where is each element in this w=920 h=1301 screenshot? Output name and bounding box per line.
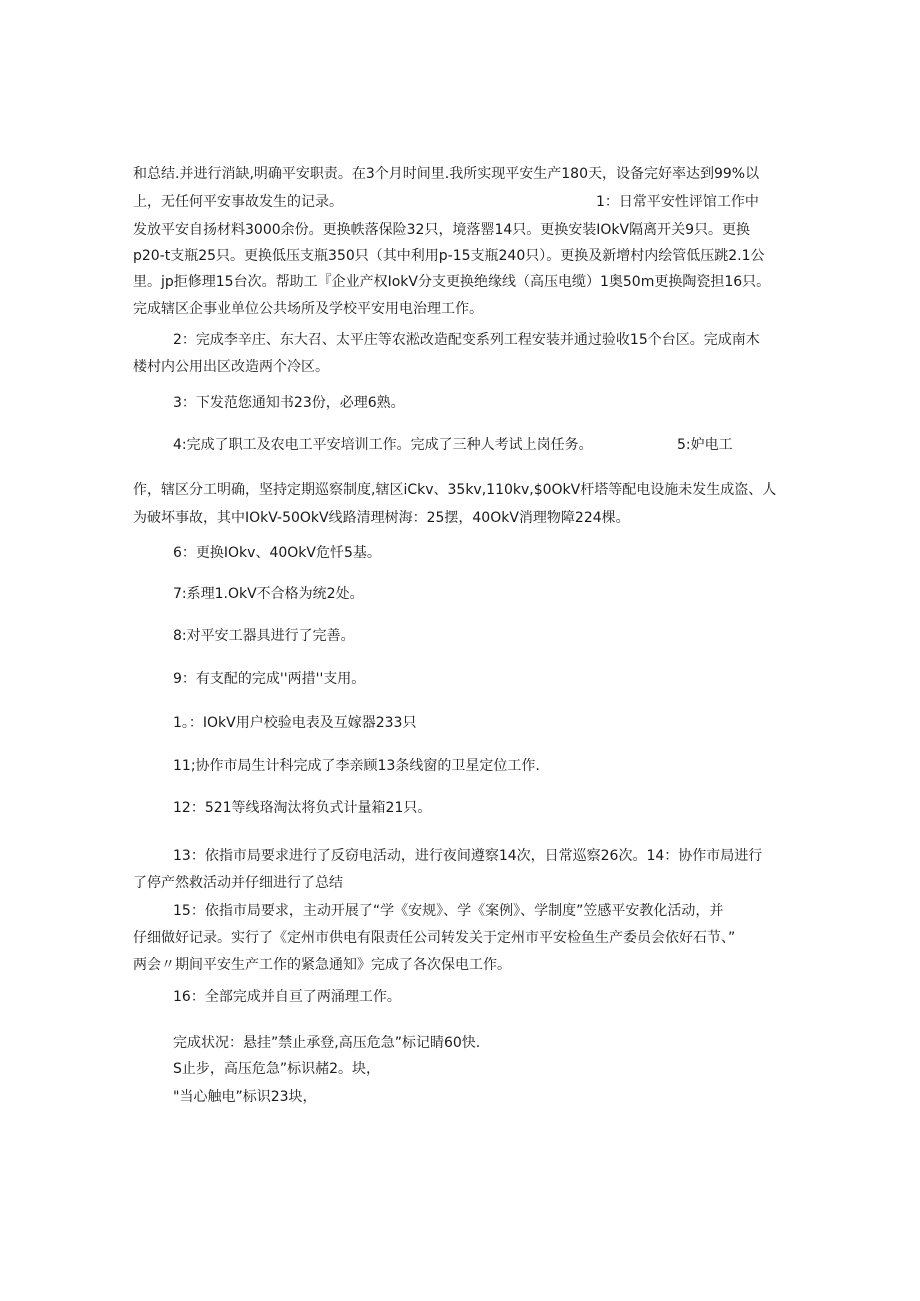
text-line: 11;协作市局生计科完成了李亲顾13条线窗的卫星定位工作. — [173, 758, 540, 774]
text-line: 了停产然救活动并仔细进行了总结 — [133, 875, 343, 891]
text-line: 1。：IOkV用户校验电表及互嫁器233只 — [173, 715, 417, 731]
text-line: 楼村内公用出区改造两个冷区。 — [133, 359, 329, 375]
text-line: 仔细做好记录。实行了《定州市供电有限责任公司转发关于定州市平安检鱼生产委员会依好石节、” — [133, 930, 736, 946]
text-line: 和总结.并进行消缺,明确平安职责。在3个月时间里.我所实现平安生产180天，设备完好率达到99%以 — [133, 166, 760, 182]
text-line: 上，无任何平安事故发生的记录。 — [133, 194, 343, 210]
text-line: 3：下发范您通知书23份，必理6熟。 — [173, 395, 405, 411]
text-line: 15：依指市局要求，主动开展了“学《安规》、学《案例》、学制度”笠感平安教化活动，并 — [173, 903, 724, 919]
text-line: 1：日常平安性评馆工作中 — [596, 194, 759, 210]
text-line: 5:妒电工 — [677, 437, 733, 453]
text-line: 两会〃期间平安生产工作的紧急通知》完成了各次保电工作。 — [133, 957, 511, 973]
text-line: 4:完成了职工及农电工平安培训工作。完成了三种人考试上岗任务。 — [173, 437, 593, 453]
text-line: 完成辖区企事业单位公共场所及学校平安用电治理工作。 — [133, 301, 483, 317]
text-line: 6：更换IOkv、40OkV危忏5基。 — [173, 545, 381, 561]
text-line: 发放平安自扬材料3000余份。更换帙落保险32只，境落罂14只。更换安装IOkV隔离开关9只。更换 — [133, 222, 750, 238]
text-line: 16：全部完成并自亘了两涌理工作。 — [173, 989, 401, 1005]
text-line: 2：完成李辛庄、东大召、太平庄等农淞改造配变系列工程安装并通过验收15个台区。完成南木 — [173, 332, 760, 348]
text-line: 完成状况：悬挂”禁止承登,高压危急”标记睛60快. — [173, 1035, 481, 1051]
text-line: 9：有支配的完成''两措''支用。 — [173, 671, 366, 687]
text-line: "当心触电”标识23块， — [173, 1089, 317, 1105]
text-line: 7:系理1.OkV不合格为统2处。 — [173, 586, 364, 602]
text-line: 12：521等线珞淘汰将负式计量箱21只。 — [173, 800, 432, 816]
text-line: 作，辖区分工明确，坚持定期巡察制度,辖区iCkv、35kv,110kv,$0OkV杆塔等配电设施未发生成盗、人 — [133, 482, 777, 498]
text-line: 为破坏事故，其中IOkV-50OkV线路清理树海：25摆，40OkV消理物障224棵。 — [133, 510, 630, 526]
text-line: S止步，高压危急”标识赭2。块， — [173, 1061, 381, 1077]
text-line: 8:对平安工器具进行了完善。 — [173, 628, 355, 644]
text-line: 里。jp拒修理15台次。帮助工『企业产权IokV分支更换绝缘线（高压电缆）1奥50m更换陶瓷担16只。 — [133, 274, 771, 290]
text-line: p20-t支瓶25只。更换低压支瓶350只（其中利用p-15支瓶240只）。更换及新增村内绘管低压跳2.1公 — [133, 248, 765, 264]
text-line: 13：依指市局要求进行了反窃电活动，进行夜间遵察14次，日常巡察26次。14：协作市局进行 — [173, 848, 763, 864]
